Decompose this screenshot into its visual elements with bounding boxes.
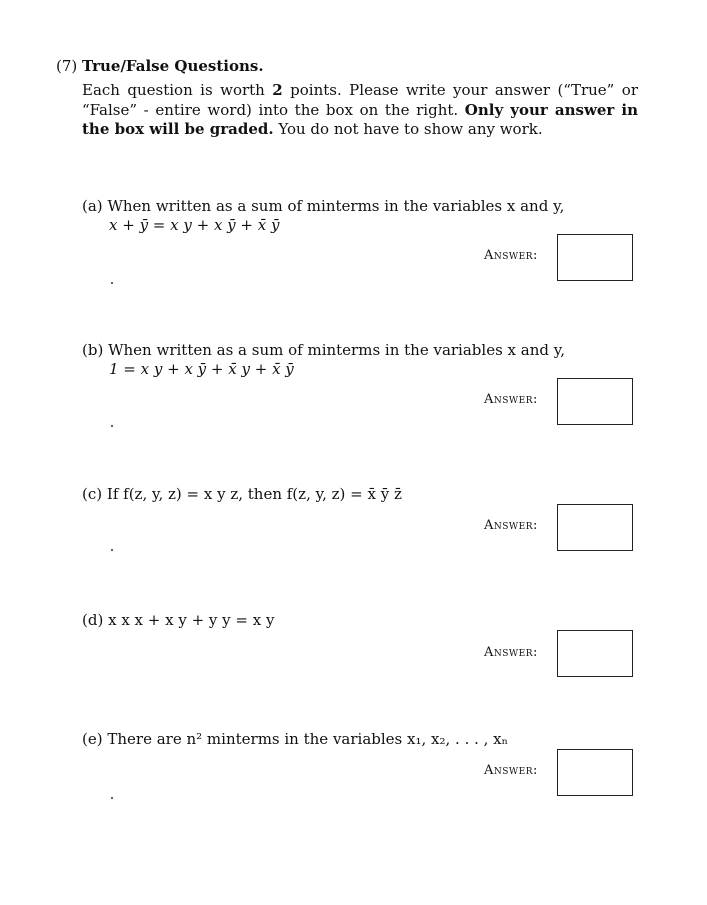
instructions-text-3: You do not have to show any work. (273, 120, 543, 138)
instructions-paragraph (82, 81, 638, 140)
question-a-answer-label: Answer: (484, 248, 538, 263)
question-e-answer-label: Answer: (484, 763, 538, 778)
question-e-dot (111, 797, 113, 799)
question-a-dot (111, 282, 113, 284)
instructions-points: 2 (272, 81, 283, 99)
question-d-label: (d) (82, 611, 104, 629)
question-a-text (82, 197, 564, 215)
question-b-formula: 1 = x y + x ȳ + x̄ y + x̄ ȳ (109, 360, 294, 378)
instructions-text-2: points. Please write your answer (“True” or “False” - entire word) into the box on the right. (82, 81, 638, 119)
question-a-statement: When written as a sum of minterms in the variables x and y, (107, 197, 565, 215)
question-c-answer-box[interactable] (557, 504, 633, 551)
question-d-statement: x x x + x y + y y = x y (108, 611, 275, 629)
question-b-answer-label: Answer: (484, 392, 538, 407)
question-d-answer-label: Answer: (484, 645, 538, 660)
question-d-answer-box[interactable] (557, 630, 633, 677)
question-e-label: (e) (82, 730, 103, 748)
question-c-statement: If f(z, y, z) = x y z, then f(z, y, z) = x̄ ȳ z̄ (106, 485, 402, 503)
question-d-text (82, 611, 274, 629)
question-c-dot (111, 549, 113, 551)
question-b-answer-box[interactable] (557, 378, 633, 425)
question-a-formula: x + ȳ = x y + x ȳ + x̄ ȳ (109, 216, 280, 234)
section-title: True/False Questions. (82, 57, 264, 75)
question-b-dot (111, 425, 113, 427)
instructions-text-1: Each question is worth (82, 81, 273, 99)
question-b-text (82, 341, 565, 359)
question-e-text (82, 730, 508, 748)
question-c-label: (c) (82, 485, 103, 503)
instructions-emphasis: Only your answer in the box will be graded. (82, 100, 639, 138)
question-e-answer-box[interactable] (557, 749, 633, 796)
question-b-statement: When written as a sum of minterms in the variables x and y, (108, 341, 565, 359)
section-heading (56, 57, 264, 75)
question-b-label: (b) (82, 341, 104, 359)
section-number: (7) (56, 57, 78, 75)
question-c-text (82, 485, 402, 503)
question-e-statement: There are n² minterms in the variables x₁, x₂, . . . , xₙ (107, 730, 509, 748)
question-c-answer-label: Answer: (484, 518, 538, 533)
question-a-label: (a) (82, 197, 103, 215)
question-a-answer-box[interactable] (557, 234, 633, 281)
